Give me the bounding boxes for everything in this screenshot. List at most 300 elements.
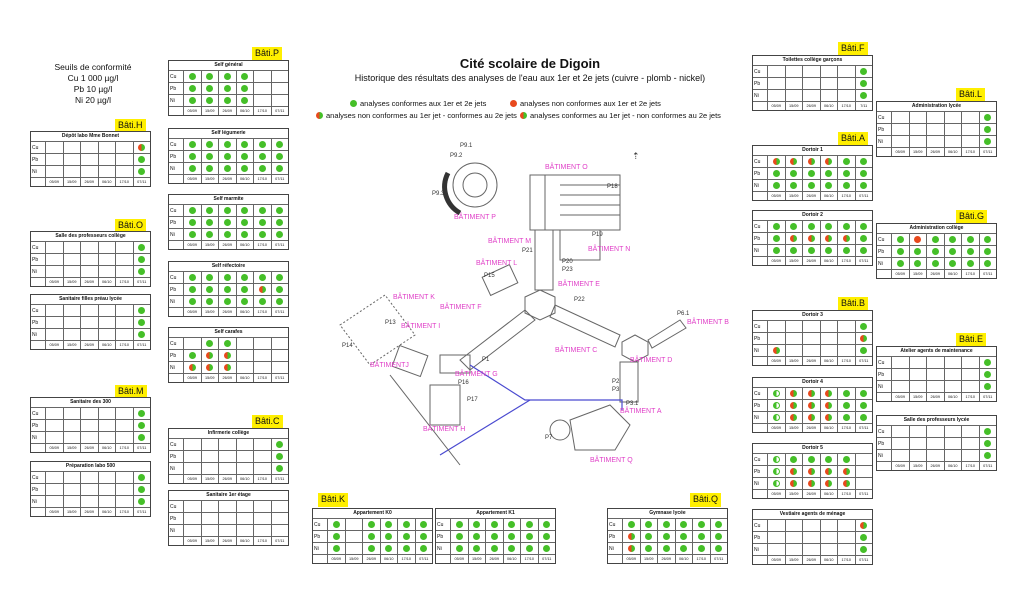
- result-cell: [115, 165, 133, 177]
- result-dot-icon: [967, 248, 974, 255]
- result-dot-icon: [138, 268, 145, 275]
- result-dot-icon: [698, 533, 705, 540]
- row-label: Pb: [169, 349, 183, 361]
- row-label: Cu: [31, 304, 45, 316]
- result-cell: [63, 316, 81, 328]
- result-dot-icon: [259, 286, 266, 293]
- result-cell: [201, 524, 219, 536]
- result-dot-icon: [206, 97, 213, 104]
- row-label: Ni: [436, 542, 450, 554]
- tag-bati-m: Bâti.M: [115, 385, 147, 399]
- threshold-ni: Ni 20 µg/l: [74, 95, 112, 105]
- date-label: 15/09: [640, 554, 658, 563]
- date-label: 17/10: [837, 191, 855, 200]
- result-dot-icon: [843, 456, 850, 463]
- result-dot-icon: [825, 390, 832, 397]
- result-dot-icon: [860, 414, 867, 421]
- table-toilettes-garcons: [752, 55, 873, 111]
- result-cell: [80, 431, 98, 443]
- result-cell: [115, 419, 133, 431]
- result-cell: [855, 89, 873, 101]
- result-cell: [820, 453, 838, 465]
- result-cell: [802, 411, 820, 423]
- date-label: 06/10: [98, 443, 116, 452]
- legend-green-label: analyses conformes aux 1er et 2e jets: [360, 99, 487, 108]
- result-dot-icon: [698, 545, 705, 552]
- result-dot-icon: [259, 274, 266, 281]
- row-label: Pb: [877, 437, 891, 449]
- result-dot-icon: [843, 182, 850, 189]
- result-dot-icon: [808, 480, 815, 487]
- result-cell: [802, 232, 820, 244]
- result-cell: [855, 220, 873, 232]
- date-label: 06/10: [236, 106, 254, 115]
- result-cell: [236, 438, 254, 450]
- result-grid: [753, 453, 872, 498]
- date-label: 17/10: [837, 489, 855, 498]
- result-dot-icon: [138, 144, 145, 151]
- result-dot-icon: [138, 156, 145, 163]
- result-cell: [820, 232, 838, 244]
- tag-bati-l: Bâti.L: [956, 88, 985, 102]
- result-cell: [855, 531, 873, 543]
- result-cell: [271, 216, 289, 228]
- result-cell: [767, 77, 785, 89]
- result-cell: [236, 283, 254, 295]
- result-dot-icon: [385, 545, 392, 552]
- result-dot-icon: [860, 247, 867, 254]
- date-label: 17/10: [961, 269, 979, 278]
- result-dot-icon: [825, 158, 832, 165]
- date-label: 05/09: [45, 177, 63, 186]
- result-dot-icon: [206, 231, 213, 238]
- table-vestiaire: [752, 509, 873, 565]
- date-label: 15/09: [345, 554, 363, 563]
- row-label: Ni: [877, 257, 891, 269]
- result-cell: [115, 153, 133, 165]
- result-cell: [183, 462, 201, 474]
- date-label: 17/10: [837, 423, 855, 432]
- result-dot-icon: [698, 521, 705, 528]
- table-dortoir-2: [752, 210, 873, 266]
- result-cell: [63, 165, 81, 177]
- result-cell: [785, 453, 803, 465]
- date-label: 26/09: [802, 489, 820, 498]
- result-cell: [45, 253, 63, 265]
- result-grid: [169, 271, 288, 316]
- date-label: 05/09: [45, 340, 63, 349]
- mixed-dot-icon: [316, 112, 323, 119]
- result-cell: [183, 271, 201, 283]
- result-dot-icon: [189, 364, 196, 371]
- result-cell: [837, 155, 855, 167]
- result-dot-icon: [241, 286, 248, 293]
- row-label: Pb: [877, 368, 891, 380]
- result-cell: [837, 465, 855, 477]
- result-dot-icon: [984, 383, 991, 390]
- date-label: 15/09: [785, 256, 803, 265]
- result-dot-icon: [773, 480, 780, 487]
- date-label: 26/09: [80, 277, 98, 286]
- date-label: 06/10: [675, 554, 693, 563]
- result-cell: [253, 500, 271, 512]
- result-cell: [218, 70, 236, 82]
- result-dot-icon: [224, 352, 231, 359]
- date-label: 15/09: [785, 555, 803, 564]
- result-cell: [837, 332, 855, 344]
- date-label: 17/10: [961, 461, 979, 470]
- result-cell: [785, 232, 803, 244]
- row-label: Ni: [31, 495, 45, 507]
- row-label: Pb: [31, 483, 45, 495]
- point-label: P15: [484, 273, 495, 279]
- result-dot-icon: [773, 223, 780, 230]
- result-cell: [979, 245, 997, 257]
- result-cell: [820, 465, 838, 477]
- date-label: 15/09: [785, 489, 803, 498]
- date-label: 06/10: [820, 191, 838, 200]
- date-label: 15/09: [909, 392, 927, 401]
- date-corner: [753, 256, 767, 265]
- result-dot-icon: [825, 414, 832, 421]
- result-dot-icon: [843, 468, 850, 475]
- result-dot-icon: [843, 235, 850, 242]
- date-label: 26/09: [80, 507, 98, 516]
- result-dot-icon: [206, 73, 213, 80]
- result-cell: [253, 462, 271, 474]
- table-dortoir-5: [752, 443, 873, 499]
- result-dot-icon: [241, 274, 248, 281]
- result-cell: [271, 462, 289, 474]
- result-dot-icon: [543, 521, 550, 528]
- result-cell: [767, 519, 785, 531]
- date-label: 05/09: [327, 554, 345, 563]
- result-cell: [415, 518, 433, 530]
- result-dot-icon: [508, 545, 515, 552]
- result-cell: [45, 471, 63, 483]
- date-label: 07/11: [133, 443, 151, 452]
- result-cell: [63, 419, 81, 431]
- result-cell: [201, 162, 219, 174]
- result-cell: [926, 356, 944, 368]
- result-dot-icon: [808, 235, 815, 242]
- result-cell: [802, 155, 820, 167]
- date-label: 26/09: [802, 256, 820, 265]
- result-grid: [753, 65, 872, 110]
- result-cell: [45, 419, 63, 431]
- row-label: Cu: [608, 518, 622, 530]
- date-label: 05/09: [450, 554, 468, 563]
- result-cell: [855, 344, 873, 356]
- result-cell: [692, 542, 710, 554]
- result-dot-icon: [808, 170, 815, 177]
- result-cell: [961, 123, 979, 135]
- date-label: 15/09: [201, 307, 219, 316]
- result-cell: [820, 179, 838, 191]
- result-cell: [891, 123, 909, 135]
- result-cell: [45, 265, 63, 277]
- result-dot-icon: [206, 340, 213, 347]
- result-cell: [657, 518, 675, 530]
- row-label: Pb: [169, 150, 183, 162]
- north-arrow-icon: ⇡: [632, 151, 640, 161]
- result-cell: [253, 138, 271, 150]
- result-cell: [926, 245, 944, 257]
- date-label: 07/11: [855, 423, 873, 432]
- result-cell: [538, 530, 556, 542]
- result-dot-icon: [206, 274, 213, 281]
- result-grid: [877, 425, 996, 470]
- result-grid: [169, 204, 288, 249]
- result-cell: [767, 387, 785, 399]
- result-cell: [63, 483, 81, 495]
- result-cell: [236, 295, 254, 307]
- result-cell: [961, 111, 979, 123]
- date-corner: [31, 443, 45, 452]
- result-cell: [133, 241, 151, 253]
- result-cell: [201, 512, 219, 524]
- row-label: Cu: [877, 425, 891, 437]
- result-cell: [802, 399, 820, 411]
- result-cell: [115, 265, 133, 277]
- table-title: Dépôt labo Mme Bonnet: [61, 133, 120, 139]
- tag-bati-b: Bâti.B: [838, 297, 868, 311]
- result-dot-icon: [680, 521, 687, 528]
- result-cell: [183, 337, 201, 349]
- label-batiment-o: BÂTIMENT O: [545, 164, 588, 171]
- result-cell: [271, 70, 289, 82]
- result-cell: [271, 138, 289, 150]
- date-label: 15/09: [63, 277, 81, 286]
- result-cell: [837, 453, 855, 465]
- result-cell: [253, 271, 271, 283]
- date-label: 06/10: [944, 392, 962, 401]
- result-cell: [115, 328, 133, 340]
- result-dot-icon: [860, 68, 867, 75]
- result-cell: [837, 399, 855, 411]
- result-dot-icon: [276, 219, 283, 226]
- row-label: Ni: [169, 361, 183, 373]
- date-label: 06/10: [236, 474, 254, 483]
- result-grid: [31, 304, 150, 349]
- result-cell: [183, 500, 201, 512]
- result-cell: [837, 320, 855, 332]
- row-label: Pb: [608, 530, 622, 542]
- result-cell: [201, 138, 219, 150]
- result-dot-icon: [825, 182, 832, 189]
- row-label: Cu: [169, 204, 183, 216]
- tag-bati-a: Bâti.A: [838, 132, 868, 146]
- date-label: 17/10: [837, 256, 855, 265]
- result-cell: [133, 483, 151, 495]
- result-dot-icon: [241, 207, 248, 214]
- date-label: 17/10: [253, 536, 271, 545]
- date-corner: [313, 554, 327, 563]
- result-dot-icon: [645, 545, 652, 552]
- result-cell: [837, 220, 855, 232]
- date-label: 07/11: [271, 536, 289, 545]
- result-cell: [855, 232, 873, 244]
- row-label: Pb: [169, 82, 183, 94]
- result-cell: [855, 332, 873, 344]
- result-cell: [802, 244, 820, 256]
- result-dot-icon: [138, 410, 145, 417]
- result-cell: [961, 257, 979, 269]
- result-dot-icon: [189, 97, 196, 104]
- result-cell: [926, 368, 944, 380]
- result-cell: [115, 471, 133, 483]
- label-batiment-n: BÂTIMENT N: [588, 246, 631, 253]
- row-label: Pb: [169, 512, 183, 524]
- result-cell: [133, 431, 151, 443]
- result-cell: [380, 518, 398, 530]
- point-label: P19: [592, 232, 603, 238]
- result-dot-icon: [825, 456, 832, 463]
- date-label: 26/09: [218, 240, 236, 249]
- date-label: 26/09: [926, 461, 944, 470]
- result-cell: [785, 344, 803, 356]
- result-dot-icon: [860, 182, 867, 189]
- result-cell: [909, 449, 927, 461]
- point-label: P2: [612, 379, 620, 385]
- table-title: Préparation labo 500: [65, 463, 116, 469]
- result-cell: [802, 89, 820, 101]
- result-dot-icon: [276, 153, 283, 160]
- date-label: 07/11: [415, 554, 433, 563]
- result-cell: [133, 265, 151, 277]
- result-cell: [253, 204, 271, 216]
- date-label: 17/10: [115, 340, 133, 349]
- result-dot-icon: [189, 231, 196, 238]
- result-cell: [327, 518, 345, 530]
- result-dot-icon: [790, 456, 797, 463]
- table-self-general: [168, 60, 289, 116]
- result-cell: [657, 530, 675, 542]
- result-cell: [98, 328, 116, 340]
- result-dot-icon: [224, 153, 231, 160]
- table-admin-college: [876, 223, 997, 279]
- date-label: 07/11: [979, 269, 997, 278]
- result-dot-icon: [206, 286, 213, 293]
- result-cell: [855, 519, 873, 531]
- result-cell: [785, 531, 803, 543]
- result-cell: [80, 253, 98, 265]
- result-dot-icon: [276, 465, 283, 472]
- label-batiment-a: BÂTIMENT A: [620, 408, 662, 415]
- result-dot-icon: [984, 452, 991, 459]
- result-dot-icon: [189, 153, 196, 160]
- row-label: Ni: [169, 228, 183, 240]
- result-cell: [979, 123, 997, 135]
- result-cell: [837, 167, 855, 179]
- result-cell: [218, 337, 236, 349]
- result-cell: [236, 512, 254, 524]
- result-cell: [710, 530, 728, 542]
- result-dot-icon: [808, 182, 815, 189]
- result-dot-icon: [914, 260, 921, 267]
- result-cell: [236, 500, 254, 512]
- result-cell: [253, 438, 271, 450]
- result-cell: [236, 462, 254, 474]
- date-label: 06/10: [236, 174, 254, 183]
- result-cell: [855, 244, 873, 256]
- row-label: Ni: [31, 328, 45, 340]
- row-label: Ni: [313, 542, 327, 554]
- result-dot-icon: [790, 247, 797, 254]
- tag-bati-h: Bâti.H: [115, 119, 146, 133]
- result-cell: [837, 543, 855, 555]
- result-dot-icon: [825, 235, 832, 242]
- title-block: [330, 56, 730, 83]
- label-batiment-j: BÂTIMENTJ: [370, 362, 409, 369]
- red-dot-icon: [510, 100, 517, 107]
- date-label: 17/10: [520, 554, 538, 563]
- result-cell: [961, 245, 979, 257]
- date-label: 07/11: [271, 106, 289, 115]
- result-dot-icon: [189, 286, 196, 293]
- date-label: 05/09: [45, 443, 63, 452]
- result-cell: [979, 449, 997, 461]
- tag-bati-k: Bâti.K: [318, 493, 348, 507]
- row-label: Ni: [877, 449, 891, 461]
- result-cell: [45, 165, 63, 177]
- row-label: Pb: [877, 245, 891, 257]
- table-self-refectoire: [168, 261, 289, 317]
- date-label: 06/10: [944, 147, 962, 156]
- result-cell: [944, 425, 962, 437]
- result-cell: [820, 244, 838, 256]
- table-title: Vestiaire agents de ménage: [779, 511, 846, 517]
- result-cell: [855, 155, 873, 167]
- result-grid: [31, 141, 150, 186]
- result-cell: [485, 530, 503, 542]
- result-cell: [855, 477, 873, 489]
- date-label: 26/09: [802, 423, 820, 432]
- date-label: 06/10: [380, 554, 398, 563]
- result-cell: [45, 304, 63, 316]
- result-cell: [201, 283, 219, 295]
- result-cell: [538, 542, 556, 554]
- result-cell: [115, 431, 133, 443]
- result-dot-icon: [259, 207, 266, 214]
- date-label: 26/09: [80, 340, 98, 349]
- point-label: P14: [342, 343, 353, 349]
- result-cell: [820, 411, 838, 423]
- result-dot-icon: [808, 456, 815, 463]
- date-label: 05/09: [183, 106, 201, 115]
- table-self-carafes: [168, 327, 289, 383]
- tag-bati-q: Bâti.Q: [690, 493, 721, 507]
- table-title: Dortoir 5: [802, 445, 823, 451]
- result-cell: [201, 500, 219, 512]
- result-cell: [271, 337, 289, 349]
- row-label: Cu: [313, 518, 327, 530]
- date-label: 05/09: [767, 489, 785, 498]
- date-label: 17/10: [253, 240, 271, 249]
- result-cell: [253, 361, 271, 373]
- result-dot-icon: [843, 390, 850, 397]
- result-cell: [503, 542, 521, 554]
- result-dot-icon: [224, 73, 231, 80]
- row-label: Ni: [169, 295, 183, 307]
- row-label: Cu: [753, 387, 767, 399]
- result-dot-icon: [241, 165, 248, 172]
- result-cell: [855, 465, 873, 477]
- date-label: 17/10: [253, 174, 271, 183]
- legend-mixed1-label: analyses non conformes au 1er jet - conformes au 2e jets: [326, 111, 517, 120]
- date-label: 15/09: [468, 554, 486, 563]
- result-cell: [855, 65, 873, 77]
